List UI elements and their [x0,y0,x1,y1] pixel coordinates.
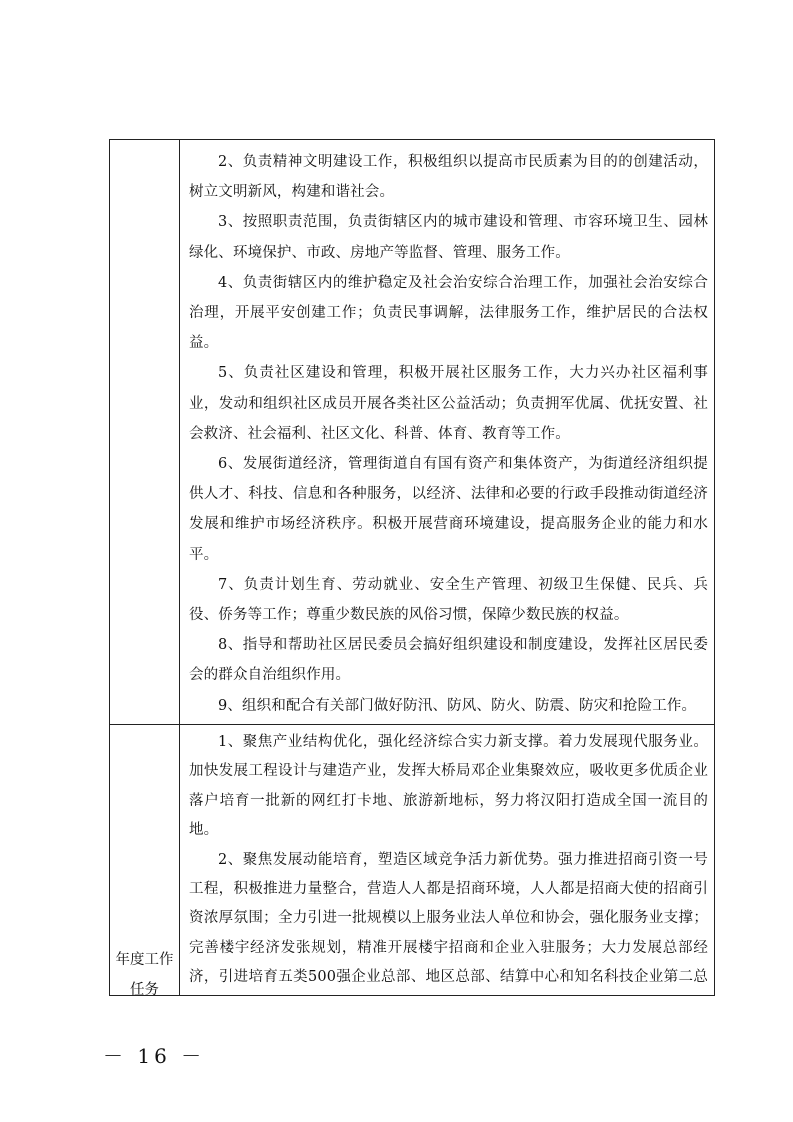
duty-paragraph: 3、按照职责范围，负责街辖区内的城市建设和管理、市容环境卫生、园林绿化、环境保护、市政、房地产等监督、管理、服务工作。 [189,214,708,261]
label-line: 年度工作 [115,952,174,968]
duty-paragraph: 6、发展街道经济，管理街道自有国有资产和集体资产，为街道经济组织提供人才、科技、信息和各种服务，以经济、法律和必要的行政手段推动街道经济发展和维护市场经济秩序。积极开展营商环境建设，提高服务企业的能力和水平。 [189,456,708,563]
duty-paragraph: 4、负责街辖区内的维护稳定及社会治安综合治理工作，加强社会治安综合治理，开展平安创建工作；负责民事调解，法律服务工作，维护居民的合法权益。 [189,274,708,352]
annual-tasks-label-cell [110,725,180,998]
duties-row [110,140,714,725]
annual-tasks-content-cell [180,725,714,995]
page-number: － 16 － [103,1044,206,1068]
duties-label-cell [110,140,180,724]
duty-paragraph [189,721,708,724]
responsibilities-table [109,139,715,996]
duty-paragraph: 5、负责社区建设和管理，积极开展社区服务工作，大力兴办社区福利事业，发动和组织社区成员开展各类社区公益活动；负责拥军优属、优抚安置、社会救济、社会福利、社区文化、科普、体育、教育等工作。 [189,365,708,442]
label-line: 任务 [130,982,159,998]
task-paragraph: 1、聚焦产业结构优化，强化经济综合实力新支撑。着力发展现代服务业。加快发展工程设计与建造产业，发挥大桥局邓企业集聚效应，吸收更多优质企业落户培育一批新的网红打卡地、旅游新地标，努力将汉阳打造成全国一流目的地。 [189,734,708,839]
annual-tasks-row [110,725,714,998]
duty-paragraph: 2、负责精神文明建设工作，积极组织以提高市民质素为目的的创建活动，树立文明新风，构建和谐社会。 [189,154,708,201]
duty-paragraph: 7、负责计划生育、劳动就业、安全生产管理、初级卫生保健、民兵、兵役、侨务等工作；尊重少数民族的风俗习惯，保障少数民族的权益。 [189,576,708,624]
duties-content-cell [180,140,714,724]
duty-paragraph: 8、指导和帮助社区居民委员会搞好组织建设和制度建设，发挥社区居民委会的群众自治组织作用。 [189,637,708,684]
task-paragraph: 2、聚焦发展动能培育，塑造区域竞争活力新优势。强力推进招商引资一号工程，积极推进力量整合，营造人人都是招商环境，人人都是招商大使的招商引资浓厚氛围；全力引进一批规模以上服务业法人单位和协会，强化服务业支撑；完善楼宇经济发张规划，精准开展楼宇招商和企业入驻服务；大力发展总部经济，引进培育五类500强企业总部、地区总部、结算中心和知名科技企业第二总 [189,851,708,986]
duty-paragraph: 9、组织和配合有关部门做好防汛、防风、防火、防震、防灾和抢险工作。 [218,697,697,714]
annual-tasks-label [110,945,179,1005]
